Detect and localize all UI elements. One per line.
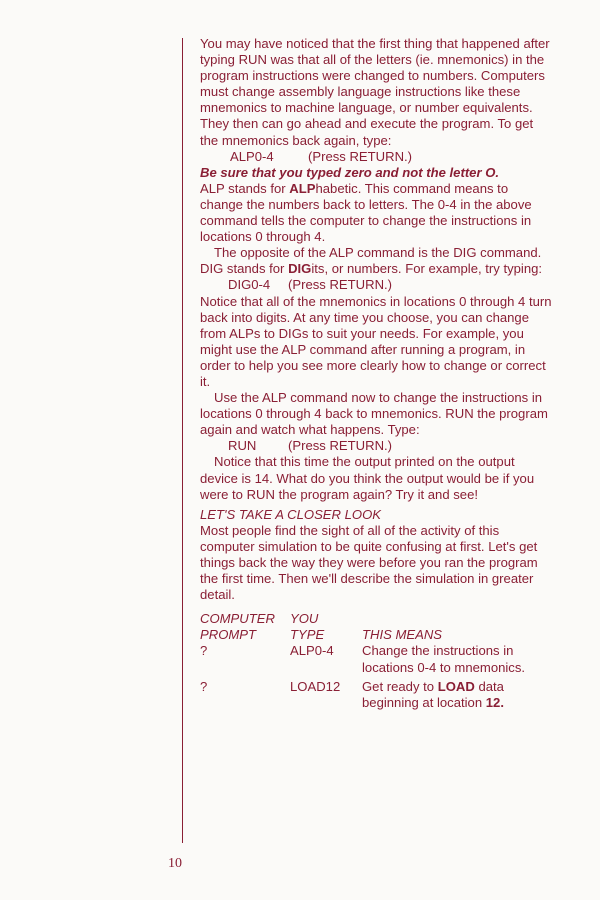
bold-term: ALP [289, 180, 316, 196]
margin-rule [182, 38, 183, 843]
bold-term: LOAD [437, 678, 475, 694]
type-cell: LOAD12 [290, 678, 341, 694]
text-run: data beginning at location [362, 678, 504, 710]
paragraph-closer-look: Most people find the sight of all of the activity of this computer simulation to be quite confusing at first. Let's get things back the way they were before you ran the program the first time. Then we'll describe the simulation in greater detail. [200, 522, 538, 603]
prompt-cell: ? [200, 678, 208, 694]
paragraph-output: Notice that this time the output printed on the output device is 14. What do you think the output would be if you were to RUN the program again? Try it and see! [200, 454, 535, 502]
table-row [200, 679, 552, 711]
header-cell: TYPE [290, 627, 325, 643]
text-run: The opposite of the ALP command is the DIG command. DIG stands for [200, 245, 542, 277]
paragraph-dig [200, 245, 552, 277]
table-header-row [200, 627, 552, 643]
command-table [200, 611, 552, 711]
means-cell: Change the instructions in locations 0-4 to mnemonics. [362, 643, 526, 675]
section-heading: LET'S TAKE A CLOSER LOOK [200, 506, 382, 522]
means-cell [362, 679, 552, 711]
header-cell: PROMPT [200, 627, 257, 643]
command-text: ALP0-4 [230, 148, 274, 164]
paragraph-use-alp: Use the ALP command now to change the instructions in locations 0 through 4 back to mnemonics. RUN the program again and watch what happens. Type: [200, 390, 548, 438]
warning-text: Be sure that you typed zero and not the letter O. [200, 164, 500, 180]
command-note: (Press RETURN.) [288, 438, 393, 454]
header-cell: YOU [290, 611, 319, 627]
command-alp [200, 149, 552, 165]
paragraph-digits: Notice that all of the mnemonics in locations 0 through 4 turn back into digits. At any time you choose, you can change from ALPs to DIGs to suit your needs. For example, you might use the ALP command after running a program, in order to help you see more clearly how to change or correct it. [200, 293, 552, 389]
header-cell: COMPUTER [200, 611, 275, 627]
page-number: 10 [168, 856, 182, 871]
command-text: DIG0-4 [228, 277, 271, 293]
command-run [200, 438, 552, 454]
table-row [200, 643, 552, 675]
command-text: RUN [228, 438, 257, 454]
page-body [200, 36, 552, 711]
paragraph-intro: You may have noticed that the first thing that happened after typing RUN was that all of the letters (ie. mnemonics) in the program instructions were changed to numbers. Computers must change assembly language instructions like these mnemonics to machine language, or number equivalents. They then can go ahead and execute the program. To get the mnemonics back again, type: [200, 36, 550, 148]
type-cell: ALP0-4 [290, 643, 334, 659]
paragraph-alp [200, 181, 552, 245]
text-run: its, or numbers. For example, try typing: [311, 261, 543, 277]
prompt-cell: ? [200, 643, 208, 659]
text-run: habetic. This command means to change the numbers back to letters. The 0-4 in the above command tells the computer to change the instructions in locations 0 through 4. [200, 180, 532, 245]
header-cell: THIS MEANS [362, 627, 443, 643]
text-run: Get ready to [362, 678, 438, 694]
command-dig [200, 277, 552, 293]
bold-term: DIG [288, 261, 312, 277]
table-header-row [200, 611, 552, 627]
command-note: (Press RETURN.) [288, 277, 393, 293]
command-note: (Press RETURN.) [308, 148, 413, 164]
text-run: ALP stands for [200, 180, 290, 196]
header-cell [362, 611, 552, 627]
bold-term: 12. [485, 694, 504, 710]
